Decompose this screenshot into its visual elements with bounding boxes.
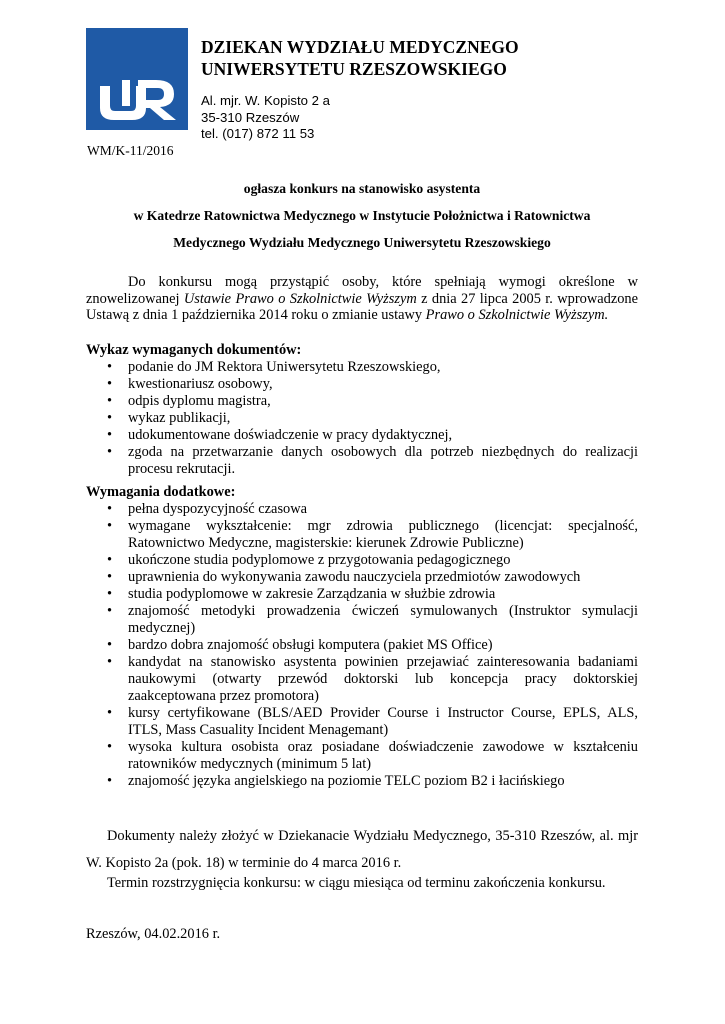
list-item: • uprawnienia do wykonywania zawodu nauczyciela przedmiotów zawodowych (86, 569, 638, 586)
announcement-line3: Medycznego Wydziału Medycznego Uniwersytetu Rzeszowskiego (173, 235, 551, 250)
announcement-line2: w Katedrze Ratownictwa Medycznego w Instytucie Położnictwa i Ratownictwa (133, 208, 591, 223)
intro-italic1: Ustawie Prawo o Szkolnictwie Wyższym (183, 290, 417, 307)
submission-paragraph: Dokumenty należy złożyć w Dziekanacie Wydziału Medycznego, 35-310 Rzeszów, al. mjr W. Kopisto 2a (pok. 18) w terminie do 4 marca 2016 r. (86, 828, 638, 871)
resolution-paragraph: Termin rozstrzygnięcia konkursu: w ciągu miesiąca od terminu zakończenia konkursu. (107, 875, 606, 891)
intro-paragraph (86, 274, 638, 324)
list-item: • zgoda na przetwarzanie danych osobowych dla potrzeb niezbędnych do realizacji procesu rekrutacji. (86, 444, 638, 478)
address-street: Al. mjr. W. Kopisto 2 a (201, 93, 330, 108)
requirements-heading: Wymagania dodatkowe: (86, 484, 236, 500)
list-item: • wysoka kultura osobista oraz posiadane doświadczenie zawodowe w kształceniu ratowników medycznych (minimum 5 lat) (86, 739, 638, 773)
list-item: • znajomość języka angielskiego na poziomie TELC poziom B2 i łacińskiego (86, 773, 638, 790)
list-item: • wykaz publikacji, (86, 410, 638, 427)
university-logo (86, 28, 188, 130)
list-item: • studia podyplomowe w zakresie Zarządzania w służbie zdrowia (86, 586, 638, 603)
list-item: • pełna dyspozycyjność czasowa (86, 501, 638, 518)
list-item: • odpis dyplomu magistra, (86, 393, 638, 410)
list-item: • wymagane wykształcenie: mgr zdrowia publicznego (licencjat: specjalność, Ratownictwo Medyczne, magisterskie: kierunek Zdrowie Publiczne) (86, 518, 638, 552)
intro-text1: Do konkursu mogą przystąpić osoby, które spełniają wymogi określone w znowelizowanej (86, 274, 638, 307)
list-item: • podanie do JM Rektora Uniwersytetu Rzeszowskiego, (86, 359, 638, 376)
ur-logo-icon (86, 28, 188, 130)
requirements-section (86, 484, 638, 790)
documents-list (86, 359, 638, 478)
list-item: • bardzo dobra znajomość obsługi komputera (pakiet MS Office) (86, 637, 638, 654)
place-date: Rzeszów, 04.02.2016 r. (86, 926, 221, 942)
document-reference: WM/K-11/2016 (87, 143, 174, 158)
intro-italic2: Prawo o Szkolnictwie Wyższym. (425, 307, 609, 323)
list-item: • kursy certyfikowane (BLS/AED Provider Course i Instructor Course, EPLS, ALS, ITLS, Mass Casuality Incident Menagemant) (86, 705, 638, 739)
requirements-list (86, 501, 638, 790)
intro-text2: z dnia 27 lipca 2005 r. wprowadzone Ustawą z dnia 1 października 2014 roku o zmianie ustawy (86, 290, 638, 323)
header-title-line2: UNIWERSYTETU RZESZOWSKIEGO (201, 59, 507, 79)
header-title (201, 36, 519, 80)
address-phone: tel. (017) 872 11 53 (201, 126, 315, 141)
list-item: • kwestionariusz osobowy, (86, 376, 638, 393)
list-item: • znajomość metodyki prowadzenia ćwiczeń symulowanych (Instruktor symulacji medycznej) (86, 603, 638, 637)
announcement-line1: ogłasza konkurs na stanowisko asystenta (243, 181, 481, 196)
address-city: 35-310 Rzeszów (201, 109, 300, 125)
list-item: • ukończone studia podyplomowe z przygotowania pedagogicznego (86, 552, 638, 569)
list-item: • udokumentowane doświadczenie w pracy dydaktycznej, (86, 427, 638, 444)
header-title-line1: DZIEKAN WYDZIAŁU MEDYCZNEGO (201, 37, 519, 57)
list-item: • kandydat na stanowisko asystenta powinien przejawiać zainteresowania badaniami naukowymi (otwarty przewód doktorski lub koncepcja pracy doktorskiej zaakceptowana przez promotora) (86, 654, 638, 705)
header-address (201, 93, 330, 143)
documents-heading: Wykaz wymaganych dokumentów: (86, 342, 302, 358)
documents-section (86, 342, 638, 478)
